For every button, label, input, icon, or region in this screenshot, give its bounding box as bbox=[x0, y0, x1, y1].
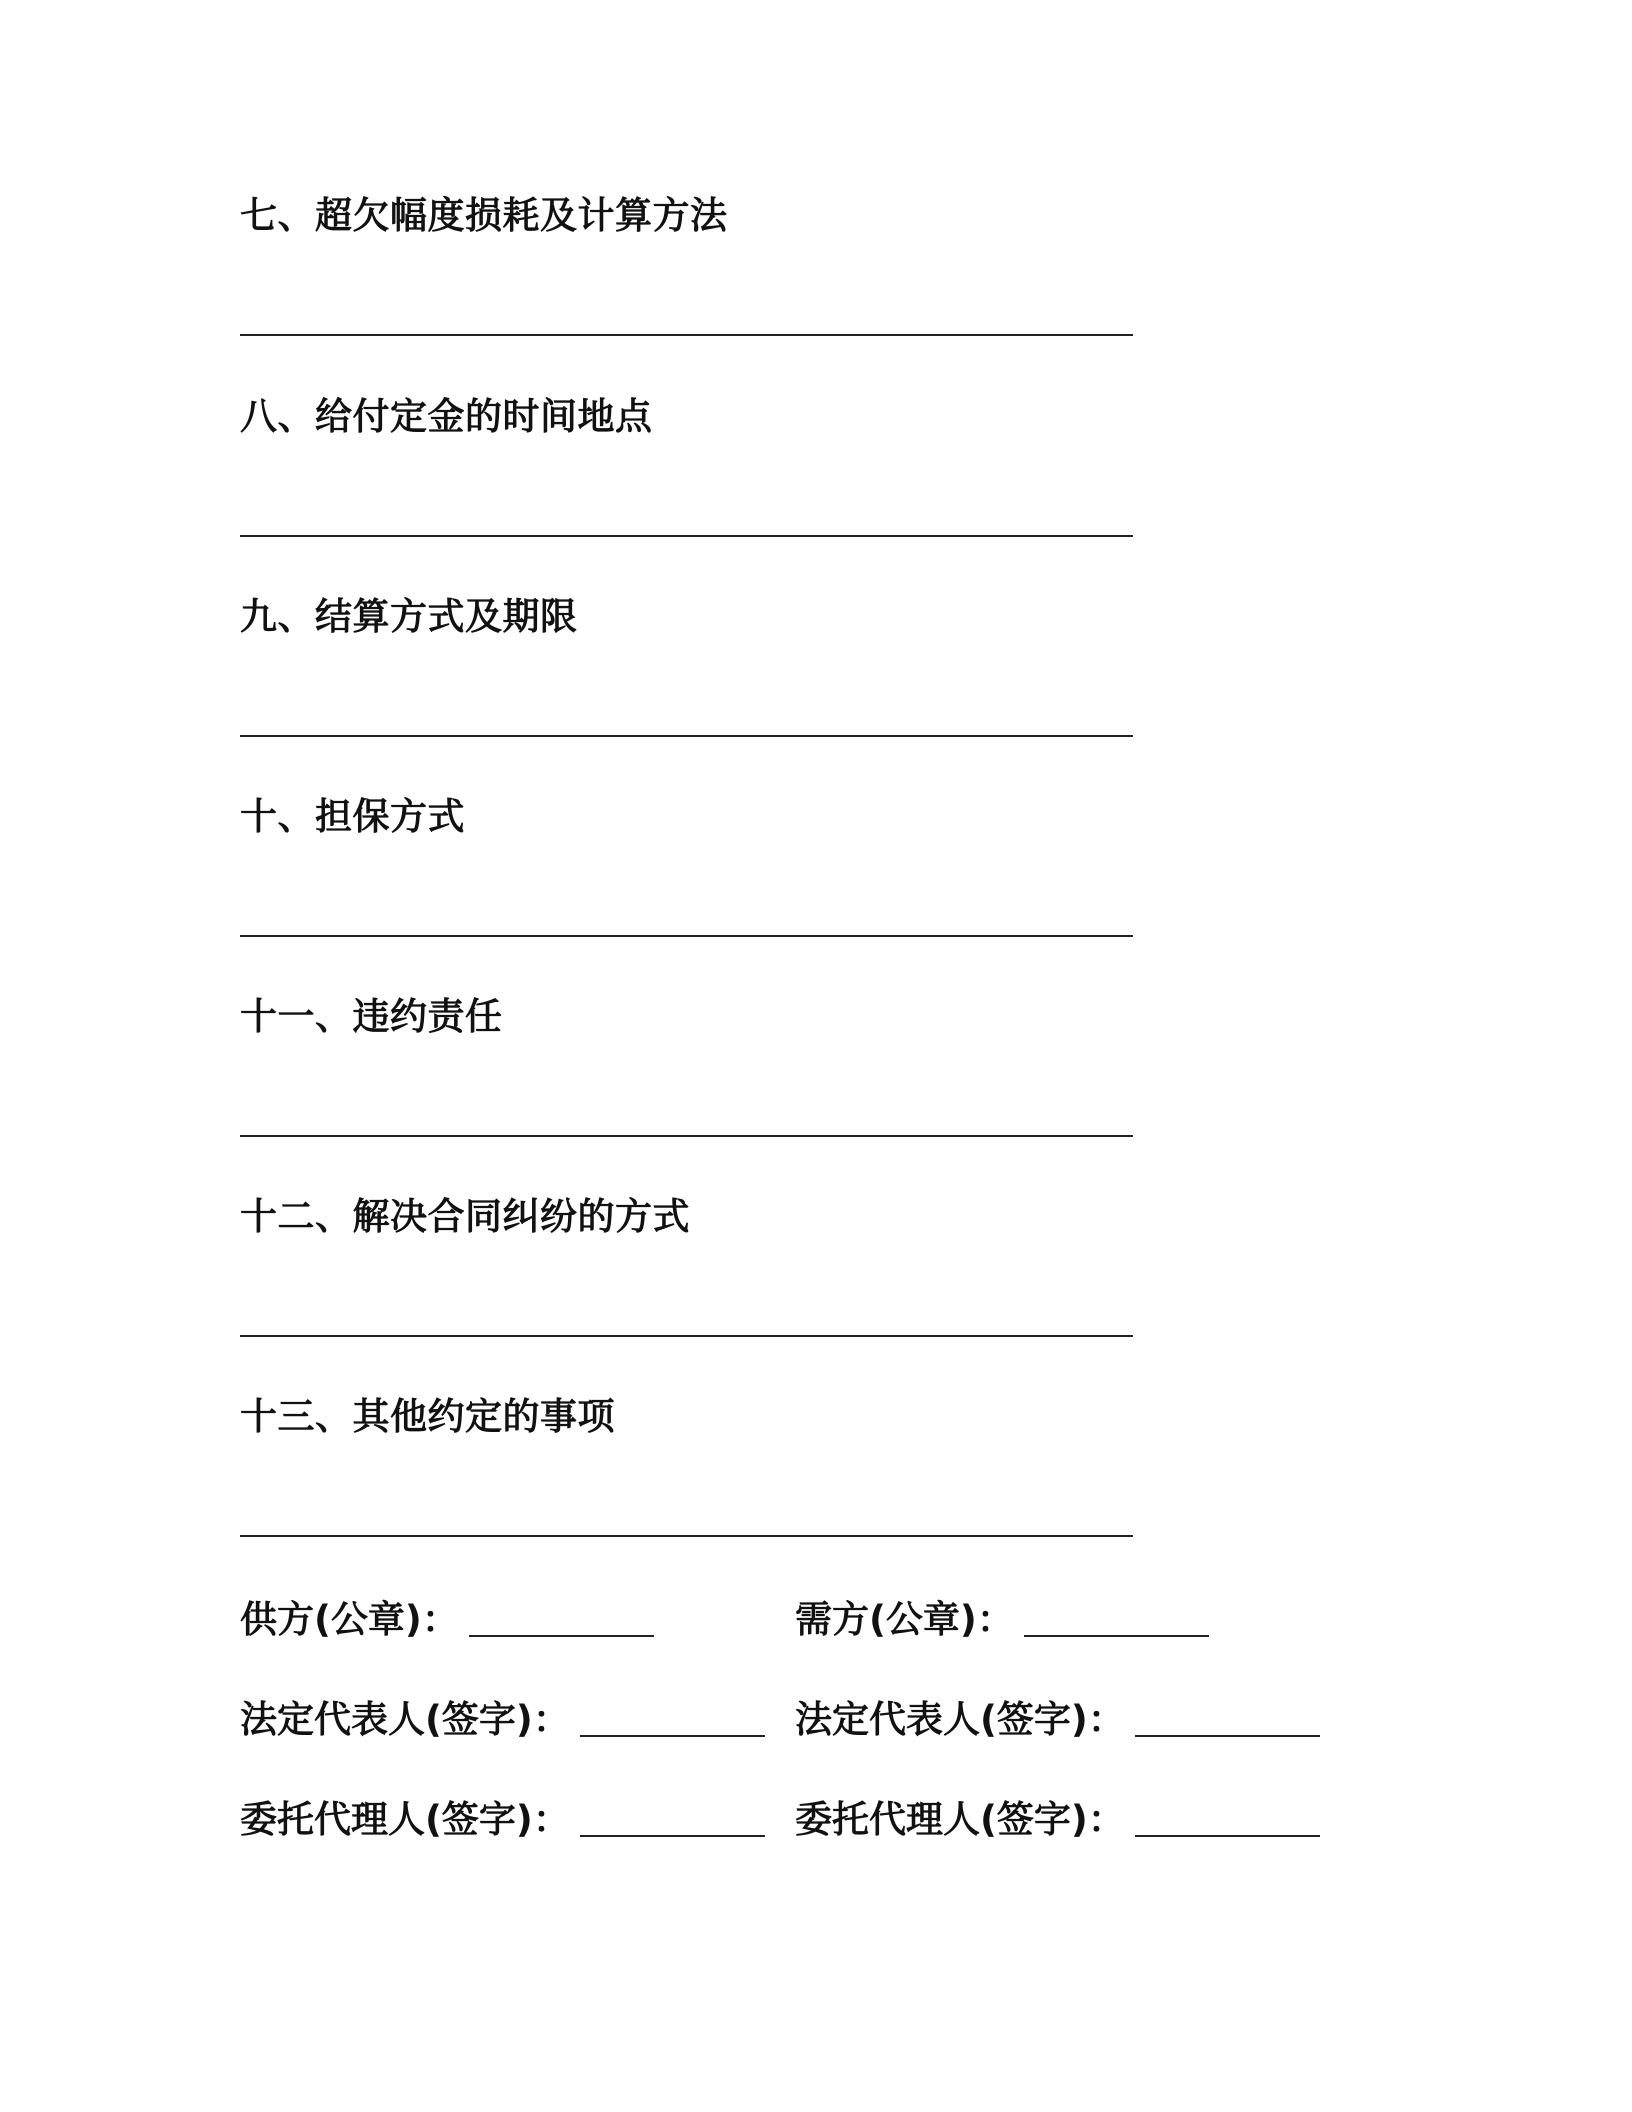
buyer-rep-label: 法定代表人(签字)： bbox=[795, 1698, 1125, 1741]
supplier-rep-field bbox=[240, 1698, 765, 1742]
section-heading: 七、超欠幅度损耗及计算方法 bbox=[240, 194, 728, 237]
fill-in-line[interactable] bbox=[240, 1335, 1133, 1337]
section-9 bbox=[240, 595, 1140, 639]
section-heading: 十三、其他约定的事项 bbox=[240, 1395, 615, 1438]
section-heading: 十一、违约责任 bbox=[240, 995, 503, 1038]
supplier-rep-blank[interactable] bbox=[580, 1735, 765, 1737]
buyer-agent-label: 委托代理人(签字)： bbox=[795, 1798, 1125, 1841]
buyer-rep-blank[interactable] bbox=[1135, 1735, 1320, 1737]
section-heading: 九、结算方式及期限 bbox=[240, 595, 578, 638]
supplier-agent-field bbox=[240, 1798, 765, 1842]
fill-in-line[interactable] bbox=[240, 1135, 1133, 1137]
section-7 bbox=[240, 194, 1140, 238]
supplier-seal-field bbox=[240, 1598, 654, 1642]
signature-row-seal bbox=[240, 1598, 1440, 1642]
signature-row-agent bbox=[240, 1798, 1440, 1842]
signature-row-representative bbox=[240, 1698, 1440, 1742]
fill-in-line[interactable] bbox=[240, 1535, 1133, 1537]
buyer-agent-field bbox=[795, 1798, 1320, 1842]
buyer-seal-field bbox=[795, 1598, 1209, 1642]
buyer-seal-label: 需方(公章)： bbox=[795, 1598, 1014, 1641]
fill-in-line[interactable] bbox=[240, 935, 1133, 937]
buyer-rep-field bbox=[795, 1698, 1320, 1742]
buyer-agent-blank[interactable] bbox=[1135, 1835, 1320, 1837]
section-heading: 八、给付定金的时间地点 bbox=[240, 395, 653, 438]
supplier-rep-label: 法定代表人(签字)： bbox=[240, 1698, 570, 1741]
supplier-agent-blank[interactable] bbox=[580, 1835, 765, 1837]
fill-in-line[interactable] bbox=[240, 535, 1133, 537]
fill-in-line[interactable] bbox=[240, 334, 1133, 336]
fill-in-line[interactable] bbox=[240, 735, 1133, 737]
section-heading: 十二、解决合同纠纷的方式 bbox=[240, 1195, 690, 1238]
section-10 bbox=[240, 795, 1140, 839]
section-11 bbox=[240, 995, 1140, 1039]
section-8 bbox=[240, 395, 1140, 439]
buyer-seal-blank[interactable] bbox=[1024, 1635, 1209, 1637]
section-heading: 十、担保方式 bbox=[240, 795, 465, 838]
section-13 bbox=[240, 1395, 1140, 1439]
section-12 bbox=[240, 1195, 1140, 1239]
supplier-seal-blank[interactable] bbox=[469, 1635, 654, 1637]
supplier-agent-label: 委托代理人(签字)： bbox=[240, 1798, 570, 1841]
supplier-seal-label: 供方(公章)： bbox=[240, 1598, 459, 1641]
